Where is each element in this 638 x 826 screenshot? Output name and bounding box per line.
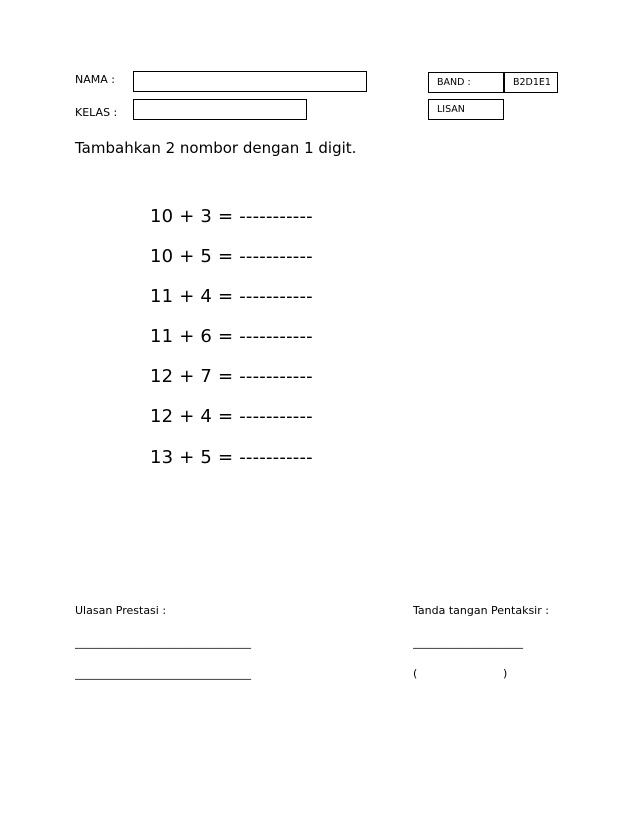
ulasan-prestasi-label: Ulasan Prestasi :	[75, 604, 167, 617]
band-label-box: BAND :	[428, 72, 504, 93]
equation-3: 11 + 4 = -----------	[150, 286, 313, 307]
signature-line: ____________________	[413, 636, 523, 649]
paren-open: (	[413, 667, 418, 680]
nama-field[interactable]	[133, 71, 367, 92]
ulasan-line-2: ________________________________	[75, 667, 251, 680]
band-value-box: B2D1E1	[504, 72, 558, 93]
equation-7: 13 + 5 = -----------	[150, 447, 313, 468]
kelas-label: KELAS :	[75, 106, 118, 119]
equation-4: 11 + 6 = -----------	[150, 326, 313, 347]
equation-2: 10 + 5 = -----------	[150, 246, 313, 267]
equation-5: 12 + 7 = -----------	[150, 366, 313, 387]
paren-close: )	[503, 667, 508, 680]
kelas-field[interactable]	[133, 99, 307, 120]
instruction-text: Tambahkan 2 nombor dengan 1 digit.	[75, 139, 357, 157]
equation-6: 12 + 4 = -----------	[150, 406, 313, 427]
lisan-label-box: LISAN	[428, 99, 504, 120]
ulasan-line-1: ________________________________	[75, 636, 251, 649]
equation-1: 10 + 3 = -----------	[150, 206, 313, 227]
nama-label: NAMA :	[75, 73, 115, 86]
tanda-tangan-label: Tanda tangan Pentaksir :	[413, 604, 549, 617]
